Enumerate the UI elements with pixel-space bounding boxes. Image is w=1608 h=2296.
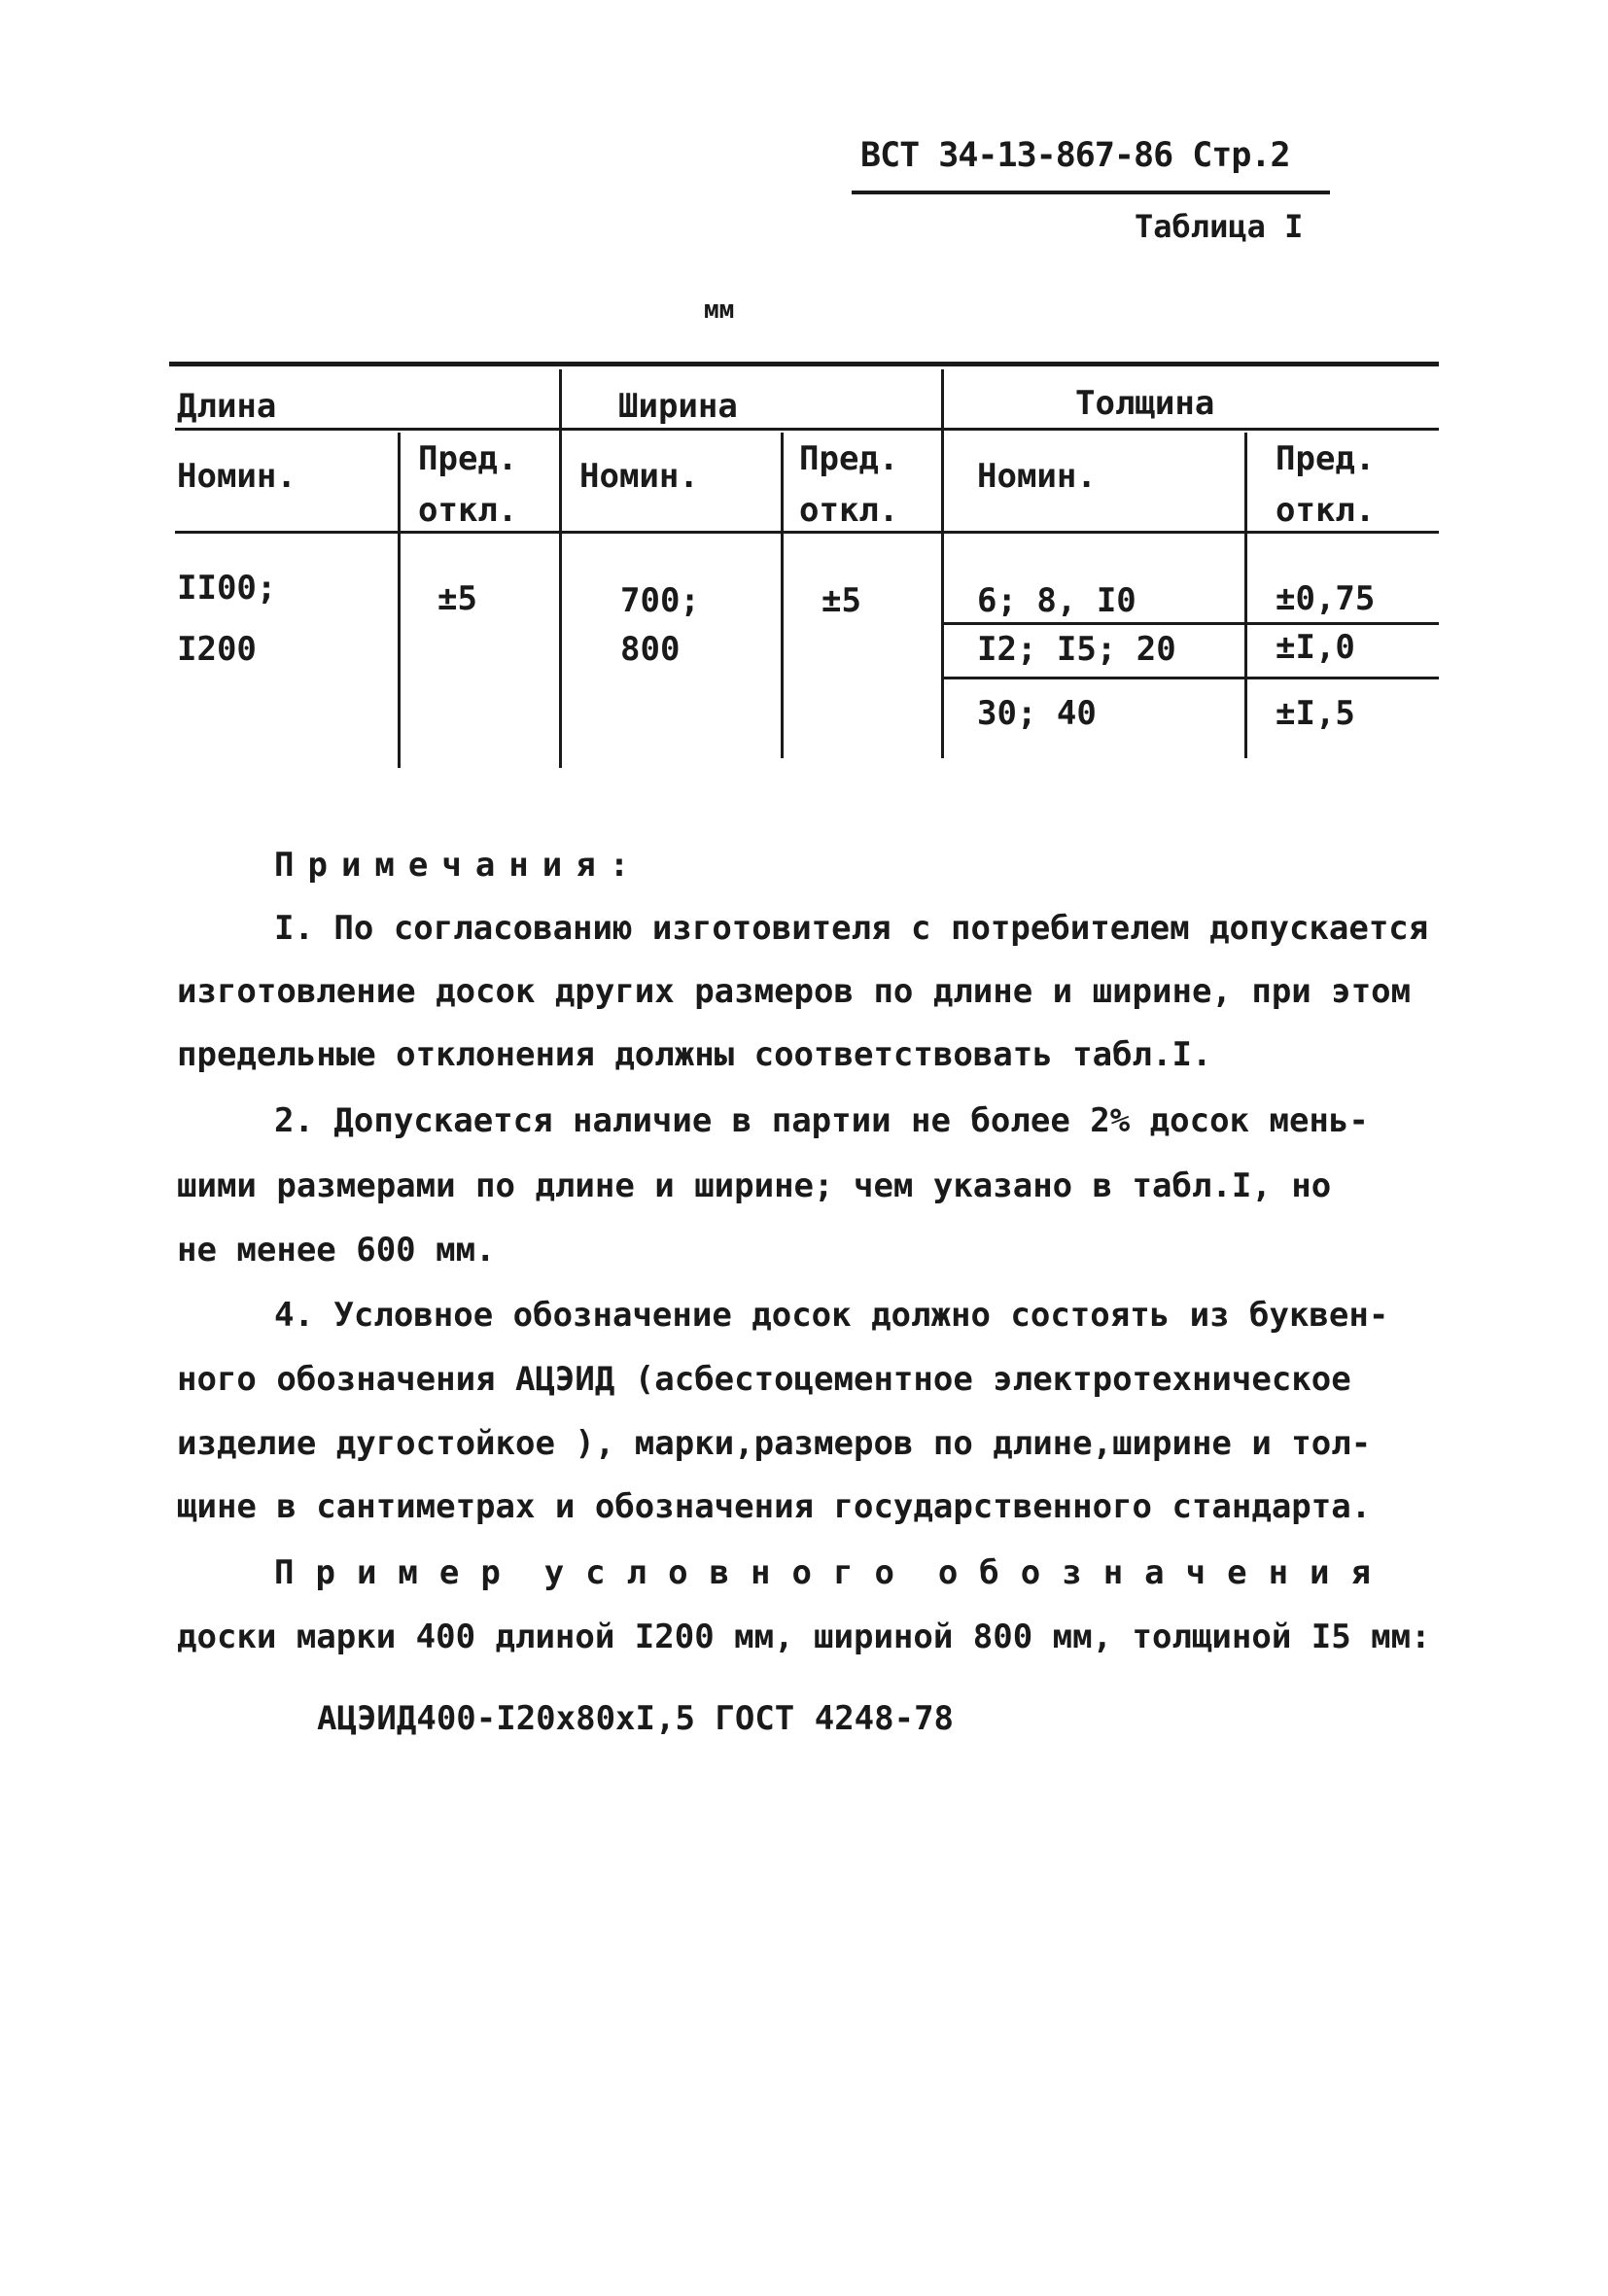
example-heading xyxy=(274,1553,1392,1592)
subheader-width-nom: Номин. xyxy=(579,457,699,496)
width-dev: ±5 xyxy=(821,581,861,620)
thickness-row-2-dev: ±I,0 xyxy=(1276,628,1355,667)
note-line: ного обозначения АЦЭИД (асбестоцементное электротехническое xyxy=(177,1360,1351,1399)
thickness-row-1-nom: 6; 8, I0 xyxy=(977,581,1136,620)
subheader-length-nom: Номин. xyxy=(177,457,297,496)
length-nom-1: II00; xyxy=(177,569,277,608)
example-heading-word: условного xyxy=(543,1553,916,1592)
subheader-length-dev-2: откл. xyxy=(418,491,518,530)
col-divider-width-dev xyxy=(781,433,784,758)
note-line: 4. Условное обозначение досок должно состоять из буквен- xyxy=(274,1296,1389,1335)
example-line: доски марки 400 длиной I200 мм, шириной 800 мм, толщиной I5 мм: xyxy=(177,1618,1431,1656)
thickness-row-3-nom: 30; 40 xyxy=(977,694,1097,733)
col-divider-length-dev xyxy=(398,433,401,768)
subheader-thickness-dev-2: откл. xyxy=(1276,491,1376,530)
note-line: изготовление досок других размеров по длине и ширине, при этом xyxy=(177,972,1412,1011)
subheader-length-dev-1: Пред. xyxy=(418,439,518,478)
table-top-rule xyxy=(169,362,1439,366)
unit-label: мм xyxy=(704,296,735,325)
width-nom-1: 700; xyxy=(620,581,700,620)
col-divider-thickness-dev xyxy=(1244,433,1247,758)
header-length: Длина xyxy=(177,387,277,426)
thickness-row-2-nom: I2; I5; 20 xyxy=(977,630,1176,669)
thickness-row-1-dev: ±0,75 xyxy=(1276,579,1376,618)
example-designation: АЦЭИД400-I20x80xI,5 ГОСТ 4248-78 xyxy=(317,1699,955,1738)
thickness-row-rule-2 xyxy=(943,677,1439,679)
header-width: Ширина xyxy=(618,387,738,426)
sub-header-rule xyxy=(175,531,1439,534)
thickness-row-rule-1 xyxy=(943,622,1439,625)
header-thickness: Толщина xyxy=(1075,384,1215,423)
group-header-rule xyxy=(175,428,1439,431)
subheader-thickness-dev-1: Пред. xyxy=(1276,439,1376,478)
example-heading-word: Пример xyxy=(274,1553,522,1592)
length-nom-2: I200 xyxy=(177,630,257,669)
note-line: не менее 600 мм. xyxy=(177,1231,496,1270)
col-divider-width-thickness xyxy=(941,369,944,758)
note-line: шими размерами по длине и ширине; чем указано в табл.I, но xyxy=(177,1166,1332,1205)
note-line: изделие дугостойкое ), марки,размеров по длине,ширине и тол- xyxy=(177,1424,1372,1463)
col-divider-length-width xyxy=(559,369,562,768)
subheader-width-dev-1: Пред. xyxy=(799,439,899,478)
example-heading-word: обозначения xyxy=(937,1553,1392,1592)
thickness-row-3-dev: ±I,5 xyxy=(1276,694,1355,733)
document-code: ВСТ 34-13-867-86 Стр.2 xyxy=(860,136,1290,175)
notes-heading: Примечания: xyxy=(274,846,644,885)
subheader-thickness-nom: Номин. xyxy=(977,457,1097,496)
table-caption: Таблица I xyxy=(1135,208,1304,245)
width-nom-2: 800 xyxy=(620,630,681,669)
header-rule xyxy=(852,191,1330,194)
note-line: предельные отклонения должны соответствовать табл.I. xyxy=(177,1035,1212,1074)
length-dev: ±5 xyxy=(437,579,477,618)
note-line: I. По согласованию изготовителя с потребителем допускается xyxy=(274,909,1429,948)
note-line: щине в сантиметрах и обозначения государственного стандарта. xyxy=(177,1487,1372,1526)
subheader-width-dev-2: откл. xyxy=(799,491,899,530)
note-line: 2. Допускается наличие в партии не более 2% досок мень- xyxy=(274,1101,1369,1140)
